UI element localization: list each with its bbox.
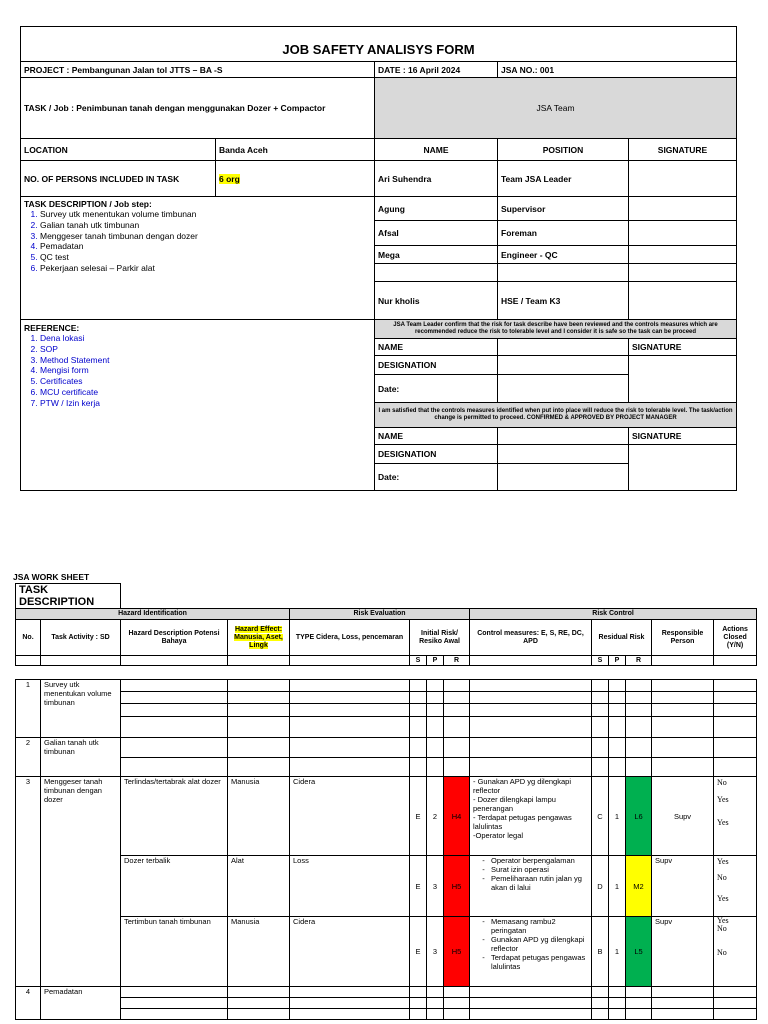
task-activity: Menggeser tanah timbunan dengan dozer bbox=[41, 777, 121, 987]
manager-name-label: NAME bbox=[375, 428, 498, 445]
col-no: No. bbox=[16, 620, 41, 656]
empty-cell bbox=[228, 987, 290, 998]
sub-blank bbox=[290, 656, 410, 666]
empty-cell bbox=[121, 680, 228, 692]
empty-cell bbox=[228, 738, 290, 758]
team-position-header: POSITION bbox=[498, 139, 629, 161]
control-measure: - Surat izin operasi bbox=[491, 865, 588, 874]
team-member-signature bbox=[629, 246, 737, 264]
empty-cell bbox=[626, 692, 652, 704]
worksheet-header-blank bbox=[121, 584, 757, 609]
empty-cell bbox=[121, 717, 228, 738]
empty-cell bbox=[228, 758, 290, 777]
empty-cell bbox=[470, 717, 592, 738]
row-number: 2 bbox=[16, 738, 41, 777]
team-member-name: Ari Suhendra bbox=[375, 161, 498, 197]
empty-cell bbox=[444, 738, 470, 758]
empty-cell bbox=[470, 738, 592, 758]
empty-cell bbox=[652, 987, 714, 998]
empty-cell bbox=[427, 692, 444, 704]
empty-cell bbox=[714, 680, 757, 692]
empty-cell bbox=[470, 692, 592, 704]
empty-cell bbox=[652, 692, 714, 704]
reference-label: REFERENCE: bbox=[24, 323, 80, 333]
empty-cell bbox=[652, 1009, 714, 1020]
empty-cell bbox=[652, 738, 714, 758]
empty-cell bbox=[470, 1009, 592, 1020]
responsible-person: Supv bbox=[652, 777, 714, 856]
col-task-activity: Task Activity : SD bbox=[41, 620, 121, 656]
empty-cell bbox=[290, 1009, 410, 1020]
job-step: 6. Pekerjaan selesai – Parkir alat bbox=[40, 263, 371, 274]
empty-cell bbox=[410, 704, 427, 717]
empty-cell bbox=[427, 717, 444, 738]
location-label: LOCATION bbox=[21, 139, 216, 161]
sub-blank bbox=[652, 656, 714, 666]
leader-signature-box bbox=[629, 356, 737, 403]
control-measure: - Terdapat petugas pengawas lalulintas bbox=[491, 953, 588, 971]
group-hazard-identification: Hazard Identification bbox=[16, 609, 290, 620]
residual-severity: B bbox=[592, 917, 609, 987]
sub-blank bbox=[714, 656, 757, 666]
team-member-signature bbox=[629, 221, 737, 246]
empty-cell bbox=[652, 717, 714, 738]
empty-cell bbox=[470, 758, 592, 777]
actions-closed bbox=[714, 777, 757, 856]
empty-cell bbox=[427, 987, 444, 998]
control-measure: -Operator legal bbox=[473, 831, 524, 840]
empty-cell bbox=[228, 717, 290, 738]
col-initial-risk: Initial Risk/ Resiko Awal bbox=[410, 620, 470, 656]
empty-cell bbox=[592, 717, 609, 738]
persons-value-cell bbox=[216, 161, 375, 197]
empty-cell bbox=[714, 758, 757, 777]
initial-r-header: R bbox=[444, 656, 470, 666]
empty-cell bbox=[609, 680, 626, 692]
task-field: TASK / Job : Penimbunan tanah dengan menggunakan Dozer + Compactor bbox=[21, 78, 375, 139]
job-step: 3. Menggeser tanah timbunan dengan dozer bbox=[40, 231, 371, 242]
empty-cell bbox=[592, 758, 609, 777]
task-description-label: TASK DESCRIPTION / Job step: bbox=[24, 199, 152, 209]
control-measure-list bbox=[473, 856, 588, 892]
hazard-description: Dozer terbalik bbox=[121, 856, 228, 917]
empty-cell bbox=[470, 704, 592, 717]
manager-approval-note: I am satisfied that the controls measures identified when put into place will reduce the risk to tolerable level. The task/action change is permitted to proceed. CONFIRMED & APPROVED BY PROJECT MANAGER bbox=[375, 403, 737, 428]
empty-cell bbox=[444, 717, 470, 738]
control-measure: - Memasang rambu2 peringatan bbox=[491, 917, 588, 935]
empty-cell bbox=[427, 738, 444, 758]
empty-cell bbox=[121, 704, 228, 717]
reference-list bbox=[24, 333, 371, 409]
control-measure-list bbox=[473, 917, 588, 971]
col-control-measures: Control measures: E, S, RE, DC, APD bbox=[470, 620, 592, 656]
empty-cell bbox=[444, 692, 470, 704]
team-member-name: Agung bbox=[375, 197, 498, 221]
empty-cell bbox=[714, 1009, 757, 1020]
leader-name-value bbox=[498, 339, 629, 356]
residual-probability: 1 bbox=[609, 917, 626, 987]
manager-signature-label: SIGNATURE bbox=[629, 428, 737, 445]
jsa-form bbox=[20, 26, 737, 491]
col-hazard-effect: Hazard Effect: Manusia, Aset, Lingk bbox=[234, 625, 283, 649]
empty-cell bbox=[592, 680, 609, 692]
team-member-signature bbox=[629, 197, 737, 221]
initial-risk: H5 bbox=[444, 856, 470, 917]
action-flag: Yes bbox=[717, 894, 729, 903]
team-signature-header: SIGNATURE bbox=[629, 139, 737, 161]
empty-cell bbox=[609, 1009, 626, 1020]
manager-date-value bbox=[498, 464, 629, 491]
empty-cell bbox=[410, 717, 427, 738]
hazard-description: Terlindas/tertabrak alat dozer bbox=[121, 777, 228, 856]
empty-cell bbox=[444, 1009, 470, 1020]
empty-cell bbox=[714, 692, 757, 704]
empty-cell bbox=[290, 680, 410, 692]
sub-blank bbox=[228, 656, 290, 666]
leader-confirmation-note: JSA Team Leader confirm that the risk for task describe have been reviewed and the controls measures which are recommended reduce the risk to tolerable level and I consider it is safe so the task can be proceed bbox=[375, 320, 737, 339]
empty-cell bbox=[410, 987, 427, 998]
task-activity: Survey utk menentukan volume timbunan bbox=[41, 680, 121, 738]
initial-risk: H4 bbox=[444, 777, 470, 856]
empty-cell bbox=[410, 998, 427, 1009]
jsa-worksheet bbox=[15, 583, 757, 1020]
job-step: 1. Survey utk menentukan volume timbunan bbox=[40, 209, 371, 220]
empty-cell bbox=[290, 704, 410, 717]
form-title: JOB SAFETY ANALISYS FORM bbox=[21, 27, 737, 62]
col-responsible-person: Responsible Person bbox=[652, 620, 714, 656]
empty-cell bbox=[410, 738, 427, 758]
sub-blank bbox=[470, 656, 592, 666]
control-measure: - Gunakan APD yg dilengkapi reflector bbox=[491, 935, 588, 953]
hazard-type: Cidera bbox=[290, 917, 410, 987]
initial-probability: 3 bbox=[427, 917, 444, 987]
empty-cell bbox=[121, 758, 228, 777]
job-steps-list bbox=[24, 209, 371, 274]
empty-cell bbox=[470, 998, 592, 1009]
actions-closed bbox=[714, 856, 757, 917]
empty-cell bbox=[410, 758, 427, 777]
empty-cell bbox=[609, 704, 626, 717]
residual-r-header: R bbox=[626, 656, 652, 666]
empty-cell bbox=[228, 680, 290, 692]
hazard-type: Loss bbox=[290, 856, 410, 917]
initial-probability: 3 bbox=[427, 856, 444, 917]
hazard-description: Tertimbun tanah timbunan bbox=[121, 917, 228, 987]
team-member-signature bbox=[629, 161, 737, 197]
col-hazard-effect-cell bbox=[228, 620, 290, 656]
project-field: PROJECT : Pembangunan Jalan tol JTTS – BA -S bbox=[21, 62, 375, 78]
residual-risk: L5 bbox=[626, 917, 652, 987]
hazard-effect: Manusia bbox=[228, 777, 290, 856]
empty-cell bbox=[290, 758, 410, 777]
sub-blank bbox=[121, 656, 228, 666]
initial-probability: 2 bbox=[427, 777, 444, 856]
empty-cell bbox=[626, 758, 652, 777]
empty-cell bbox=[609, 692, 626, 704]
actions-closed bbox=[714, 917, 757, 987]
empty-cell bbox=[592, 692, 609, 704]
job-step: 4. Pemadatan bbox=[40, 241, 371, 252]
team-member-name: Mega bbox=[375, 246, 498, 264]
empty-cell bbox=[714, 717, 757, 738]
location-value: Banda Aceh bbox=[216, 139, 375, 161]
reference-item: 4. Mengisi form bbox=[40, 365, 371, 376]
empty-cell bbox=[626, 680, 652, 692]
initial-severity: E bbox=[410, 777, 427, 856]
empty-cell bbox=[121, 987, 228, 998]
empty-cell bbox=[427, 998, 444, 1009]
worksheet-task-description: TASK DESCRIPTION bbox=[16, 584, 121, 609]
task-activity: Galian tanah utk timbunan bbox=[41, 738, 121, 777]
team-member-position: Team JSA Leader bbox=[498, 161, 629, 197]
col-hazard-description: Hazard Description Potensi Bahaya bbox=[121, 620, 228, 656]
action-flag: Yes bbox=[717, 818, 729, 827]
empty-cell bbox=[609, 717, 626, 738]
empty-cell bbox=[427, 704, 444, 717]
jsa-number-field: JSA NO.: 001 bbox=[498, 62, 737, 78]
team-member-signature bbox=[629, 282, 737, 320]
team-member-name: Afsal bbox=[375, 221, 498, 246]
team-member-name bbox=[375, 264, 498, 282]
row-number: 1 bbox=[16, 680, 41, 738]
empty-cell bbox=[228, 692, 290, 704]
manager-date-label: Date: bbox=[375, 464, 498, 491]
reference-cell bbox=[21, 320, 375, 491]
reference-item: 1. Dena lokasi bbox=[40, 333, 371, 344]
team-member-name: Nur kholis bbox=[375, 282, 498, 320]
date-field: DATE : 16 April 2024 bbox=[375, 62, 498, 78]
reference-item: 7. PTW / Izin kerja bbox=[40, 398, 371, 409]
empty-cell bbox=[228, 998, 290, 1009]
sub-blank bbox=[16, 656, 41, 666]
team-member-position: HSE / Team K3 bbox=[498, 282, 629, 320]
col-actions-closed: Actions Closed (Y/N) bbox=[714, 620, 757, 656]
empty-cell bbox=[410, 692, 427, 704]
reference-item: 6. MCU certificate bbox=[40, 387, 371, 398]
reference-item: 2. SOP bbox=[40, 344, 371, 355]
empty-cell bbox=[626, 738, 652, 758]
empty-cell bbox=[121, 738, 228, 758]
leader-signature-label: SIGNATURE bbox=[629, 339, 737, 356]
empty-cell bbox=[444, 680, 470, 692]
empty-cell bbox=[592, 987, 609, 998]
empty-cell bbox=[121, 998, 228, 1009]
manager-designation-label: DESIGNATION bbox=[375, 445, 498, 464]
initial-severity: E bbox=[410, 856, 427, 917]
empty-cell bbox=[121, 1009, 228, 1020]
empty-cell bbox=[714, 998, 757, 1009]
reference-item: 3. Method Statement bbox=[40, 355, 371, 366]
action-flag: Yes bbox=[717, 857, 729, 866]
residual-probability: 1 bbox=[609, 777, 626, 856]
empty-cell bbox=[592, 704, 609, 717]
empty-cell bbox=[652, 998, 714, 1009]
sub-blank bbox=[41, 656, 121, 666]
manager-name-value bbox=[498, 428, 629, 445]
leader-designation-label: DESIGNATION bbox=[375, 356, 498, 375]
task-description-cell bbox=[21, 197, 375, 320]
empty-cell bbox=[121, 692, 228, 704]
control-measures bbox=[470, 856, 592, 917]
empty-cell bbox=[609, 987, 626, 998]
control-measure: - Terdapat petugas pengawas lalulintas bbox=[473, 813, 572, 831]
leader-name-label: NAME bbox=[375, 339, 498, 356]
empty-cell bbox=[444, 998, 470, 1009]
initial-risk: H5 bbox=[444, 917, 470, 987]
residual-probability: 1 bbox=[609, 856, 626, 917]
residual-severity: D bbox=[592, 856, 609, 917]
control-measure: - Operator berpengalaman bbox=[491, 856, 588, 865]
empty-cell bbox=[652, 704, 714, 717]
empty-cell bbox=[444, 704, 470, 717]
empty-cell bbox=[290, 738, 410, 758]
empty-cell bbox=[626, 998, 652, 1009]
empty-cell bbox=[609, 998, 626, 1009]
job-step: 2. Galian tanah utk timbunan bbox=[40, 220, 371, 231]
initial-p-header: P bbox=[427, 656, 444, 666]
responsible-person: Supv bbox=[652, 856, 714, 917]
control-measure: - Dozer dilengkapi lampu penerangan bbox=[473, 795, 556, 813]
leader-date-label: Date: bbox=[375, 375, 498, 403]
empty-cell bbox=[626, 1009, 652, 1020]
residual-risk: L6 bbox=[626, 777, 652, 856]
empty-cell bbox=[427, 680, 444, 692]
empty-cell bbox=[652, 758, 714, 777]
action-flag: Yes bbox=[717, 916, 729, 925]
reference-item: 5. Certificates bbox=[40, 376, 371, 387]
col-residual-risk: Residual Risk bbox=[592, 620, 652, 656]
empty-cell bbox=[290, 717, 410, 738]
residual-p-header: P bbox=[609, 656, 626, 666]
residual-s-header: S bbox=[592, 656, 609, 666]
empty-cell bbox=[592, 998, 609, 1009]
empty-cell bbox=[228, 704, 290, 717]
hazard-effect: Alat bbox=[228, 856, 290, 917]
initial-severity: E bbox=[410, 917, 427, 987]
manager-signature-box bbox=[629, 445, 737, 491]
spacer-row bbox=[16, 666, 757, 680]
team-member-position: Foreman bbox=[498, 221, 629, 246]
empty-cell bbox=[470, 987, 592, 998]
empty-cell bbox=[290, 692, 410, 704]
team-member-position: Engineer - QC bbox=[498, 246, 629, 264]
empty-cell bbox=[609, 758, 626, 777]
empty-cell bbox=[410, 680, 427, 692]
empty-cell bbox=[714, 738, 757, 758]
empty-cell bbox=[444, 758, 470, 777]
action-flag: No bbox=[717, 873, 727, 882]
responsible-person: Supv bbox=[652, 917, 714, 987]
empty-cell bbox=[470, 680, 592, 692]
worksheet-label: JSA WORK SHEET bbox=[13, 572, 90, 582]
manager-designation-value bbox=[498, 445, 629, 464]
empty-cell bbox=[609, 738, 626, 758]
hazard-type: Cidera bbox=[290, 777, 410, 856]
empty-cell bbox=[592, 738, 609, 758]
task-activity: Pemadatan bbox=[41, 987, 121, 1020]
residual-risk: M2 bbox=[626, 856, 652, 917]
leader-date-value bbox=[498, 375, 629, 403]
empty-cell bbox=[626, 987, 652, 998]
empty-cell bbox=[290, 998, 410, 1009]
control-measures bbox=[470, 777, 592, 856]
group-risk-control: Risk Control bbox=[470, 609, 757, 620]
jsa-team-heading: JSA Team bbox=[375, 78, 737, 139]
control-measure: - Gunakan APD yg dilengkapi reflector bbox=[473, 777, 571, 795]
action-flag: No bbox=[717, 924, 727, 933]
initial-s-header: S bbox=[410, 656, 427, 666]
persons-value: 6 org bbox=[219, 173, 240, 184]
col-type: TYPE Cidera, Loss, pencemaran bbox=[290, 620, 410, 656]
team-member-signature bbox=[629, 264, 737, 282]
empty-cell bbox=[290, 987, 410, 998]
empty-cell bbox=[626, 704, 652, 717]
row-number: 4 bbox=[16, 987, 41, 1020]
empty-cell bbox=[228, 1009, 290, 1020]
job-step: 5. QC test bbox=[40, 252, 371, 263]
empty-cell bbox=[444, 987, 470, 998]
action-flag: No bbox=[717, 778, 727, 787]
empty-cell bbox=[714, 987, 757, 998]
team-member-position bbox=[498, 264, 629, 282]
empty-cell bbox=[714, 704, 757, 717]
group-risk-evaluation: Risk Evaluation bbox=[290, 609, 470, 620]
residual-severity: C bbox=[592, 777, 609, 856]
team-name-header: NAME bbox=[375, 139, 498, 161]
row-number: 3 bbox=[16, 777, 41, 987]
empty-cell bbox=[427, 1009, 444, 1020]
team-member-position: Supervisor bbox=[498, 197, 629, 221]
leader-designation-value bbox=[498, 356, 629, 375]
control-measure: - Pemeliharaan rutin jalan yg akan di lalui bbox=[491, 874, 588, 892]
empty-cell bbox=[652, 680, 714, 692]
action-flag: No bbox=[717, 948, 727, 957]
action-flag: Yes bbox=[717, 795, 729, 804]
persons-label: NO. OF PERSONS INCLUDED IN TASK bbox=[21, 161, 216, 197]
empty-cell bbox=[626, 717, 652, 738]
empty-cell bbox=[410, 1009, 427, 1020]
empty-cell bbox=[427, 758, 444, 777]
hazard-effect: Manusia bbox=[228, 917, 290, 987]
empty-cell bbox=[592, 1009, 609, 1020]
control-measures bbox=[470, 917, 592, 987]
